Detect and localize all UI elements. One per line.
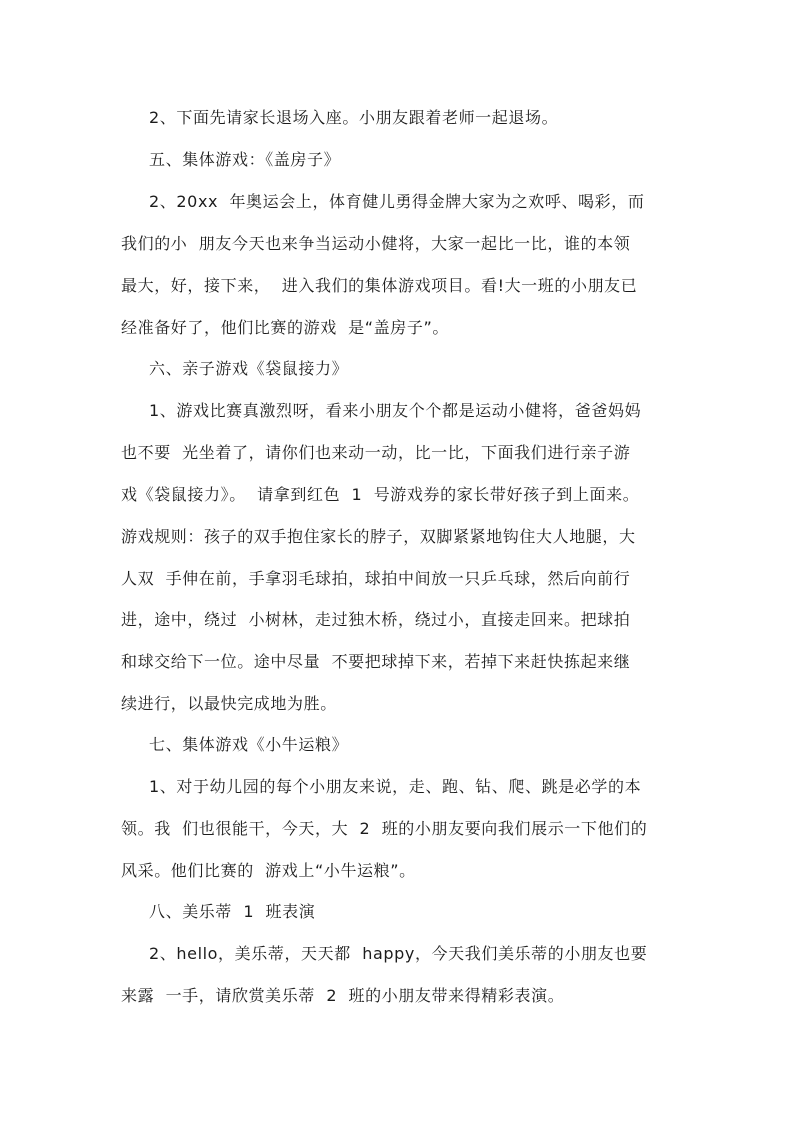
- paragraph-line: 经准备好了，他们比赛的游戏 是“盖房子”。: [121, 318, 449, 337]
- section-heading: 七、集体游戏《小牛运粮》: [149, 735, 349, 754]
- paragraph-line: 续进行，以最快完成地为胜。: [121, 694, 337, 713]
- paragraph-line: 2、下面先请家长退场入座。小朋友跟着老师一起退场。: [149, 108, 559, 127]
- paragraph-line: 2、hello，美乐蒂，天天都 happy，今天我们美乐蒂的小朋友也要: [149, 944, 648, 963]
- section-heading: 五、集体游戏：《盖房子》: [149, 150, 341, 169]
- section-heading: 八、美乐蒂 1 班表演: [149, 902, 316, 921]
- paragraph-line: 1、游戏比赛真激烈呀，看来小朋友个个都是运动小健将，爸爸妈妈: [149, 401, 642, 420]
- paragraph-line: 进，途中，绕过 小树林，走过独木桥，绕过小，直接走回来。把球拍: [121, 610, 631, 629]
- paragraph-line: 我们的小 朋友今天也来争当运动小健将，大家一起比一比，谁的本领: [121, 234, 631, 253]
- paragraph-line: 人双 手伸在前，手拿羽毛球拍，球拍中间放一只乒乓球，然后向前行: [121, 569, 631, 588]
- paragraph-line: 来露 一手，请欣赏美乐蒂 2 班的小朋友带来得精彩表演。: [121, 986, 565, 1005]
- paragraph-line: 2、20xx 年奥运会上，体育健儿勇得金牌大家为之欢呼、喝彩，而: [149, 192, 645, 211]
- paragraph-line: 最大，好，接下来， 进入我们的集体游戏项目。看!大一班的小朋友已: [121, 276, 638, 295]
- section-heading: 六、亲子游戏《袋鼠接力》: [149, 359, 349, 378]
- paragraph-line: 戏《袋鼠接力》。 请拿到红色 1 号游戏券的家长带好孩子到上面来。: [121, 485, 640, 504]
- paragraph-line: 领。我 们也很能干，今天，大 2 班的小朋友要向我们展示一下他们的: [121, 819, 648, 838]
- paragraph-line: 也不要 光坐着了，请你们也来动一动，比一比，下面我们进行亲子游: [121, 443, 631, 462]
- paragraph-line: 和球交给下一位。途中尽量 不要把球掉下来，若掉下来赶快拣起来继: [121, 652, 631, 671]
- paragraph-line: 风采。他们比赛的 游戏上“小牛运粮”。: [121, 861, 416, 880]
- paragraph-line: 1、对于幼儿园的每个小朋友来说，走、跑、钻、爬、跳是必学的本: [149, 777, 642, 796]
- paragraph-line: 游戏规则：孩子的双手抱住家长的脖子，双脚紧紧地钩住大人地腿，大: [121, 527, 636, 546]
